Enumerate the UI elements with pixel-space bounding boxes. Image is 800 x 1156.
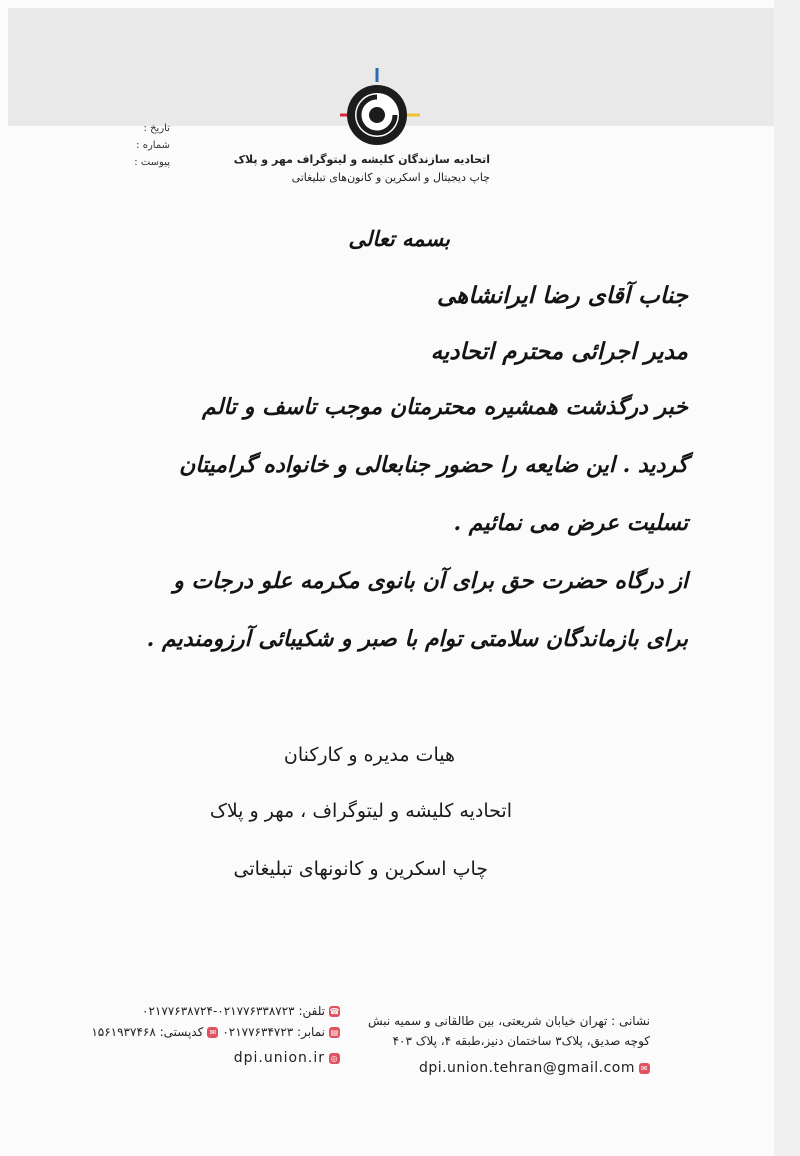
union-logo xyxy=(340,68,420,148)
number-label: شماره : xyxy=(136,140,170,151)
signature-line3: چاپ اسکرین و کانونهای تبلیغاتی xyxy=(233,858,488,880)
date-label: تاریخ : xyxy=(143,123,170,134)
fax-row xyxy=(91,1025,340,1039)
phone-row xyxy=(142,1004,340,1018)
recipient-name: جناب آقای رضا ایرانشاهی xyxy=(437,282,688,309)
phone-numbers: تلفن: ۰۲۱۷۷۶۳۳۸۷۲۳-۰۲۱۷۷۶۳۸۷۲۴ xyxy=(142,1004,325,1018)
web-icon: ◎ xyxy=(330,1053,339,1063)
website-url[interactable]: dpi.union.ir xyxy=(233,1050,325,1066)
address-text-1: نشانی : تهران خیابان شریعتی، بین طالقانی و سمیه نبش xyxy=(368,1014,650,1028)
fax-icon: ▤ xyxy=(330,1027,339,1037)
attachment-label: پیوست : xyxy=(134,157,170,168)
basmala: بسمه تعالی xyxy=(348,226,450,251)
paragraph-line: گردید . این ضایعه را حضور جنابعالی و خانواده گرامیتان xyxy=(179,452,688,478)
scan-edge xyxy=(774,0,800,1156)
org-name-line1: اتحادیه سازندگان کلیشه و لیتوگراف مهر و پلاک xyxy=(233,153,490,166)
address-text-2: کوچه صدیق، پلاک۳ ساختمان دنیز،طبقه ۴، پلاک ۴۰۳ xyxy=(392,1034,650,1048)
signature-line1: هیات مدیره و کارکنان xyxy=(283,744,455,766)
email-address[interactable]: dpi.union.tehran@gmail.com xyxy=(418,1060,635,1076)
fax-number: نمابر: ۰۲۱۷۷۶۳۴۷۲۳ xyxy=(222,1025,325,1039)
email-row xyxy=(419,1060,650,1076)
paragraph-line: تسلیت عرض می نمائیم . xyxy=(453,510,688,536)
org-name-line2: چاپ دیجیتال و اسکرین و کانون‌های تبلیغاتی xyxy=(291,171,490,184)
postal-code: کدپستی: ۱۵۶۱۹۳۷۴۶۸ xyxy=(91,1025,204,1039)
recipient-title: مدیر اجرائی محترم اتحادیه xyxy=(430,338,688,365)
postal-icon: ✉ xyxy=(207,1027,218,1038)
address-line1 xyxy=(368,1014,650,1028)
paragraph-line: برای بازماندگان سلامتی توام با صبر و شکیبائی آرزومندیم . xyxy=(146,626,688,652)
website-row xyxy=(234,1050,340,1066)
signature-line2: اتحادیه کلیشه و لیتوگراف ، مهر و پلاک xyxy=(209,800,512,822)
address-line2 xyxy=(393,1034,650,1048)
phone-icon: ☎ xyxy=(329,1006,340,1016)
paragraph-line: از درگاه حضرت حق برای آن بانوی مکرمه علو درجات و xyxy=(173,568,688,594)
email-icon: ✉ xyxy=(640,1063,649,1073)
paragraph-line: خبر درگذشت همشیره محترمتان موجب تاسف و تالم xyxy=(202,394,688,420)
